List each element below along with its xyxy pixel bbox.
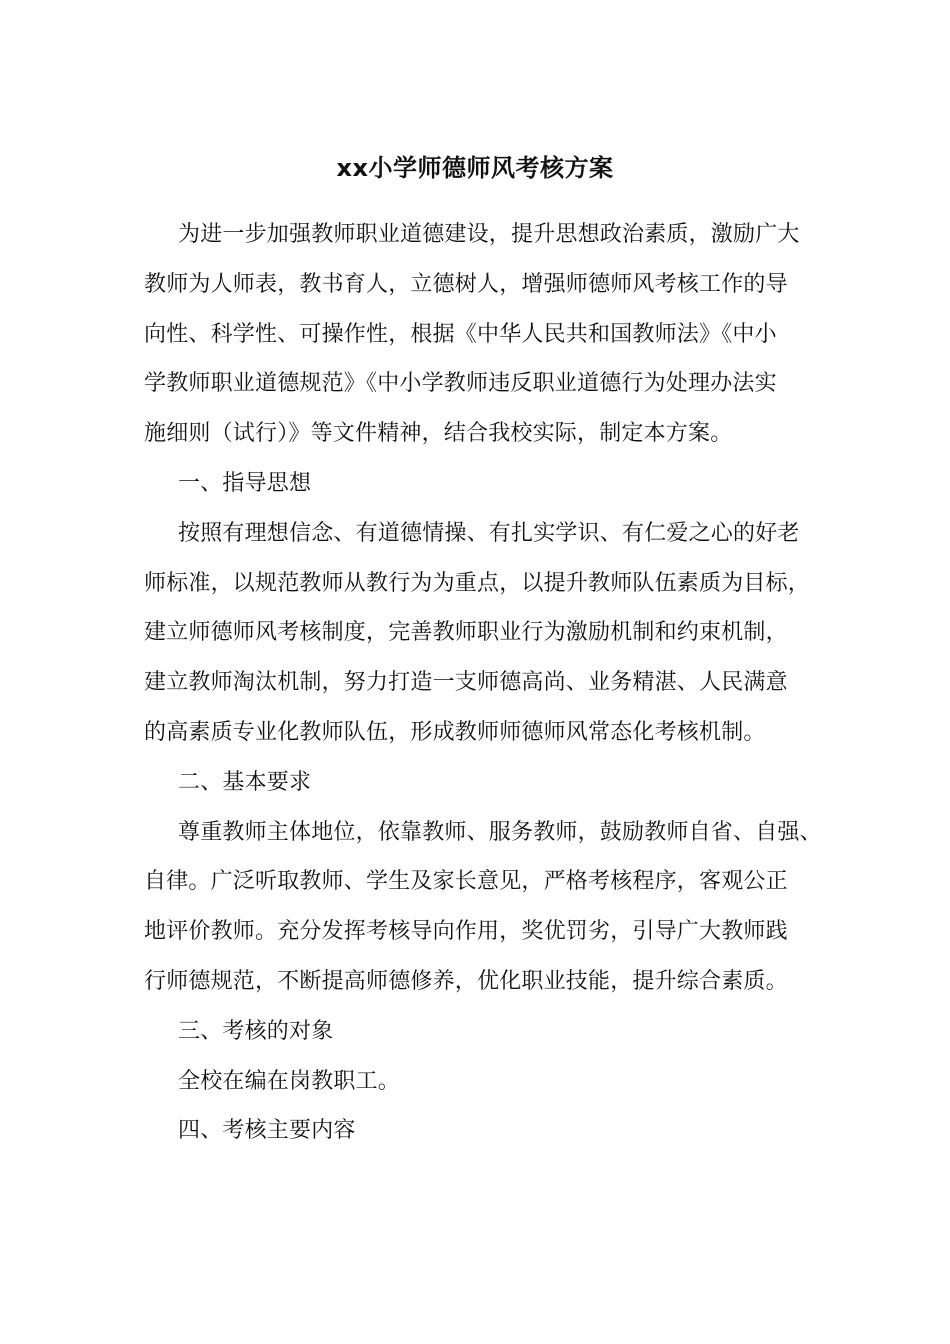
assessment-targets-text: 全校在编在岗教职工。 [178, 1068, 401, 1094]
guiding-paragraph-line-4: 建立教师淘汰机制，努力打造一支师德高尚、业务精湛、人民满意 [144, 670, 788, 696]
requirements-paragraph-line-2: 自律。广泛听取教师、学生及家长意见，严格考核程序，客观公正 [144, 869, 788, 895]
intro-paragraph-line-1: 为进一步加强教师职业道德建设，提升思想政治素质，激励广大 [178, 222, 800, 247]
guiding-paragraph-line-3: 建立师德师风考核制度，完善教师职业行为激励机制和约束机制， [144, 620, 788, 646]
intro-paragraph-line-3: 向性、科学性、可操作性，根据《中华人民共和国教师法》《中小 [144, 321, 777, 347]
intro-paragraph-line-5: 施细则（试行）》等文件精神，结合我校实际，制定本方案。 [144, 421, 733, 447]
guiding-paragraph-line-1: 按照有理想信念、有道德情操、有扎实学识、有仁爱之心的好老 [178, 520, 800, 546]
requirements-paragraph-line-1: 尊重教师主体地位，依靠教师、服务教师，鼓励教师自省、自强、 [178, 819, 822, 845]
guiding-paragraph-line-5: 的高素质专业化教师队伍，形成教师师德师风常态化考核机制。 [144, 719, 766, 745]
requirements-paragraph-line-3: 地评价教师。充分发挥考核导向作用，奖优罚劣，引导广大教师践 [144, 919, 788, 945]
section-heading-guiding-thought: 一、指导思想 [178, 470, 312, 496]
section-heading-assessment-content: 四、考核主要内容 [178, 1118, 356, 1144]
document-body [144, 210, 822, 1156]
intro-paragraph-line-2: 教师为人师表，教书育人，立德树人，增强师德师风考核工作的导 [144, 271, 788, 297]
section-heading-assessment-targets: 三、考核的对象 [178, 1018, 334, 1044]
intro-paragraph-line-4: 学教师职业道德规范》《中小学教师违反职业道德行为处理办法实 [144, 371, 777, 397]
section-heading-basic-requirements: 二、基本要求 [178, 769, 312, 795]
guiding-paragraph-line-2: 师标准，以规范教师从教行为为重点，以提升教师队伍素质为目标， [144, 570, 811, 596]
document-title: xx小学师德师风考核方案 [336, 154, 614, 182]
requirements-paragraph-line-4: 行师德规范，不断提高师德修养，优化职业技能，提升综合素质。 [144, 968, 788, 994]
